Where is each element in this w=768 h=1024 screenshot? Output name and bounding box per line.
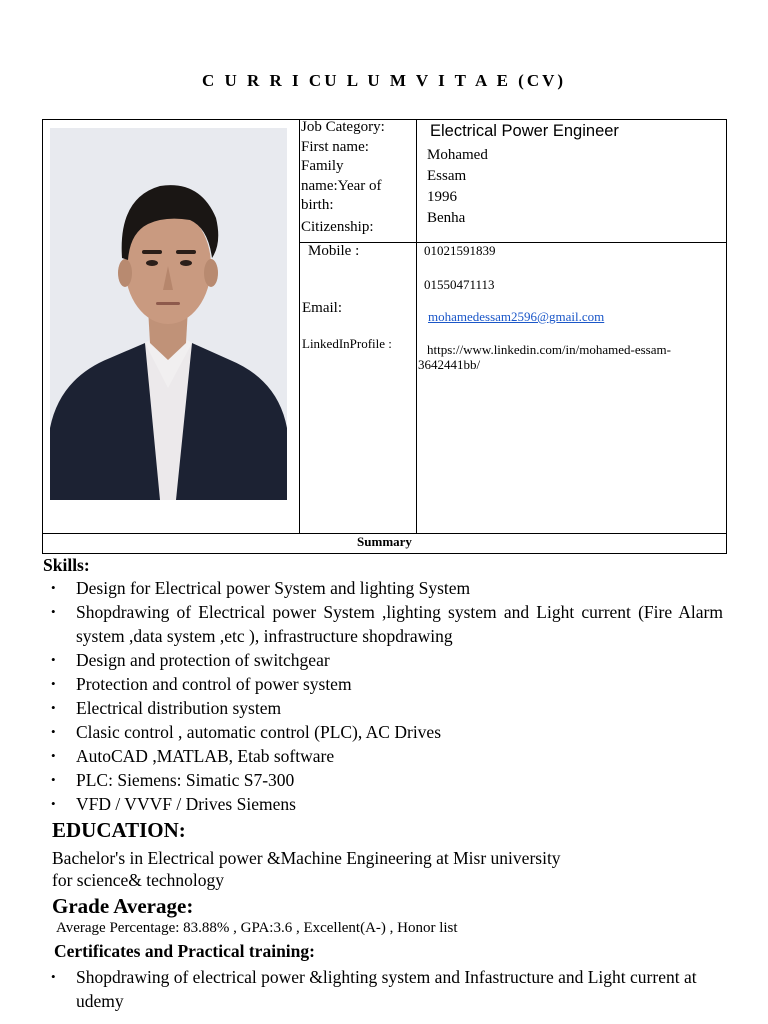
education-heading: EDUCATION: xyxy=(52,818,186,842)
list-item: • Design and protection of switchgear xyxy=(43,648,723,672)
mobile-number-1: 01021591839 xyxy=(424,243,496,258)
linkedin-url-line2: 3642441bb/ xyxy=(418,357,481,372)
list-item: • Shopdrawing of Electrical power System ,lighting system and Light current (Fire Alarm system ,data system ,etc ), infrastructure shopdrawing xyxy=(43,600,723,648)
linkedin-label: LinkedInProfile : xyxy=(302,336,392,351)
job-category-label: Job Category: xyxy=(301,119,385,135)
list-item: • VFD / VVVF / Drives Siemens xyxy=(43,792,723,816)
skills-list xyxy=(43,576,723,816)
linkedin-url-line1: https://www.linkedin.com/in/mohamed-essam- xyxy=(427,342,671,357)
table-divider xyxy=(300,242,727,243)
year-of-birth-value: 1996 xyxy=(427,189,457,205)
certificates-heading: Certificates and Practical training: xyxy=(54,941,315,961)
citizenship-label: Citizenship: xyxy=(301,218,374,235)
education-line2: for science& technology xyxy=(52,870,225,890)
mobile-number-2: 01550471113 xyxy=(424,277,495,292)
mobile-label: Mobile : xyxy=(308,243,360,259)
education-line1: Bachelor's in Electrical power &Machine Engineering at Misr university xyxy=(52,848,561,868)
skills-heading: Skills: xyxy=(43,555,90,575)
list-item: • Shopdrawing of electrical power &lighting system and Infastructure and Light current at udemy xyxy=(43,965,723,1013)
list-item: • Clasic control , automatic control (PLC), AC Drives xyxy=(43,720,723,744)
first-name-value: Mohamed xyxy=(427,147,488,163)
family-name-label: Family xyxy=(301,158,344,174)
birth-label: birth: xyxy=(301,197,334,213)
email-link[interactable]: mohamedessam2596@gmail.com xyxy=(428,309,605,324)
linkedin-url[interactable] xyxy=(418,342,726,372)
email-label: Email: xyxy=(302,300,342,316)
certificates-list xyxy=(43,965,723,1013)
summary-heading: Summary xyxy=(357,534,412,549)
job-category-value: Electrical Power Engineer xyxy=(430,122,619,140)
year-of-birth-label: name:Year of xyxy=(301,177,382,194)
list-item: • Protection and control of power system xyxy=(43,672,723,696)
list-item: • Design for Electrical power System and lighting System xyxy=(43,576,723,600)
citizenship-value: Benha xyxy=(427,210,466,226)
profile-labels xyxy=(301,118,415,237)
grade-heading: Grade Average: xyxy=(52,894,194,918)
family-name-value: Essam xyxy=(427,168,467,184)
profile-photo xyxy=(50,128,287,500)
grade-text: Average Percentage: 83.88% , GPA:3.6 , Excellent(A-) , Honor list xyxy=(56,920,458,936)
education-text xyxy=(52,847,561,891)
profile-values xyxy=(427,145,488,229)
list-item: • Electrical distribution system xyxy=(43,696,723,720)
first-name-label: First name: xyxy=(301,138,369,155)
table-divider xyxy=(416,119,417,533)
list-item: • AutoCAD ,MATLAB, Etab software xyxy=(43,744,723,768)
list-item: • PLC: Siemens: Simatic S7-300 xyxy=(43,768,723,792)
page-title: C U R R I CU L U M V I T A E (CV) xyxy=(201,71,567,90)
